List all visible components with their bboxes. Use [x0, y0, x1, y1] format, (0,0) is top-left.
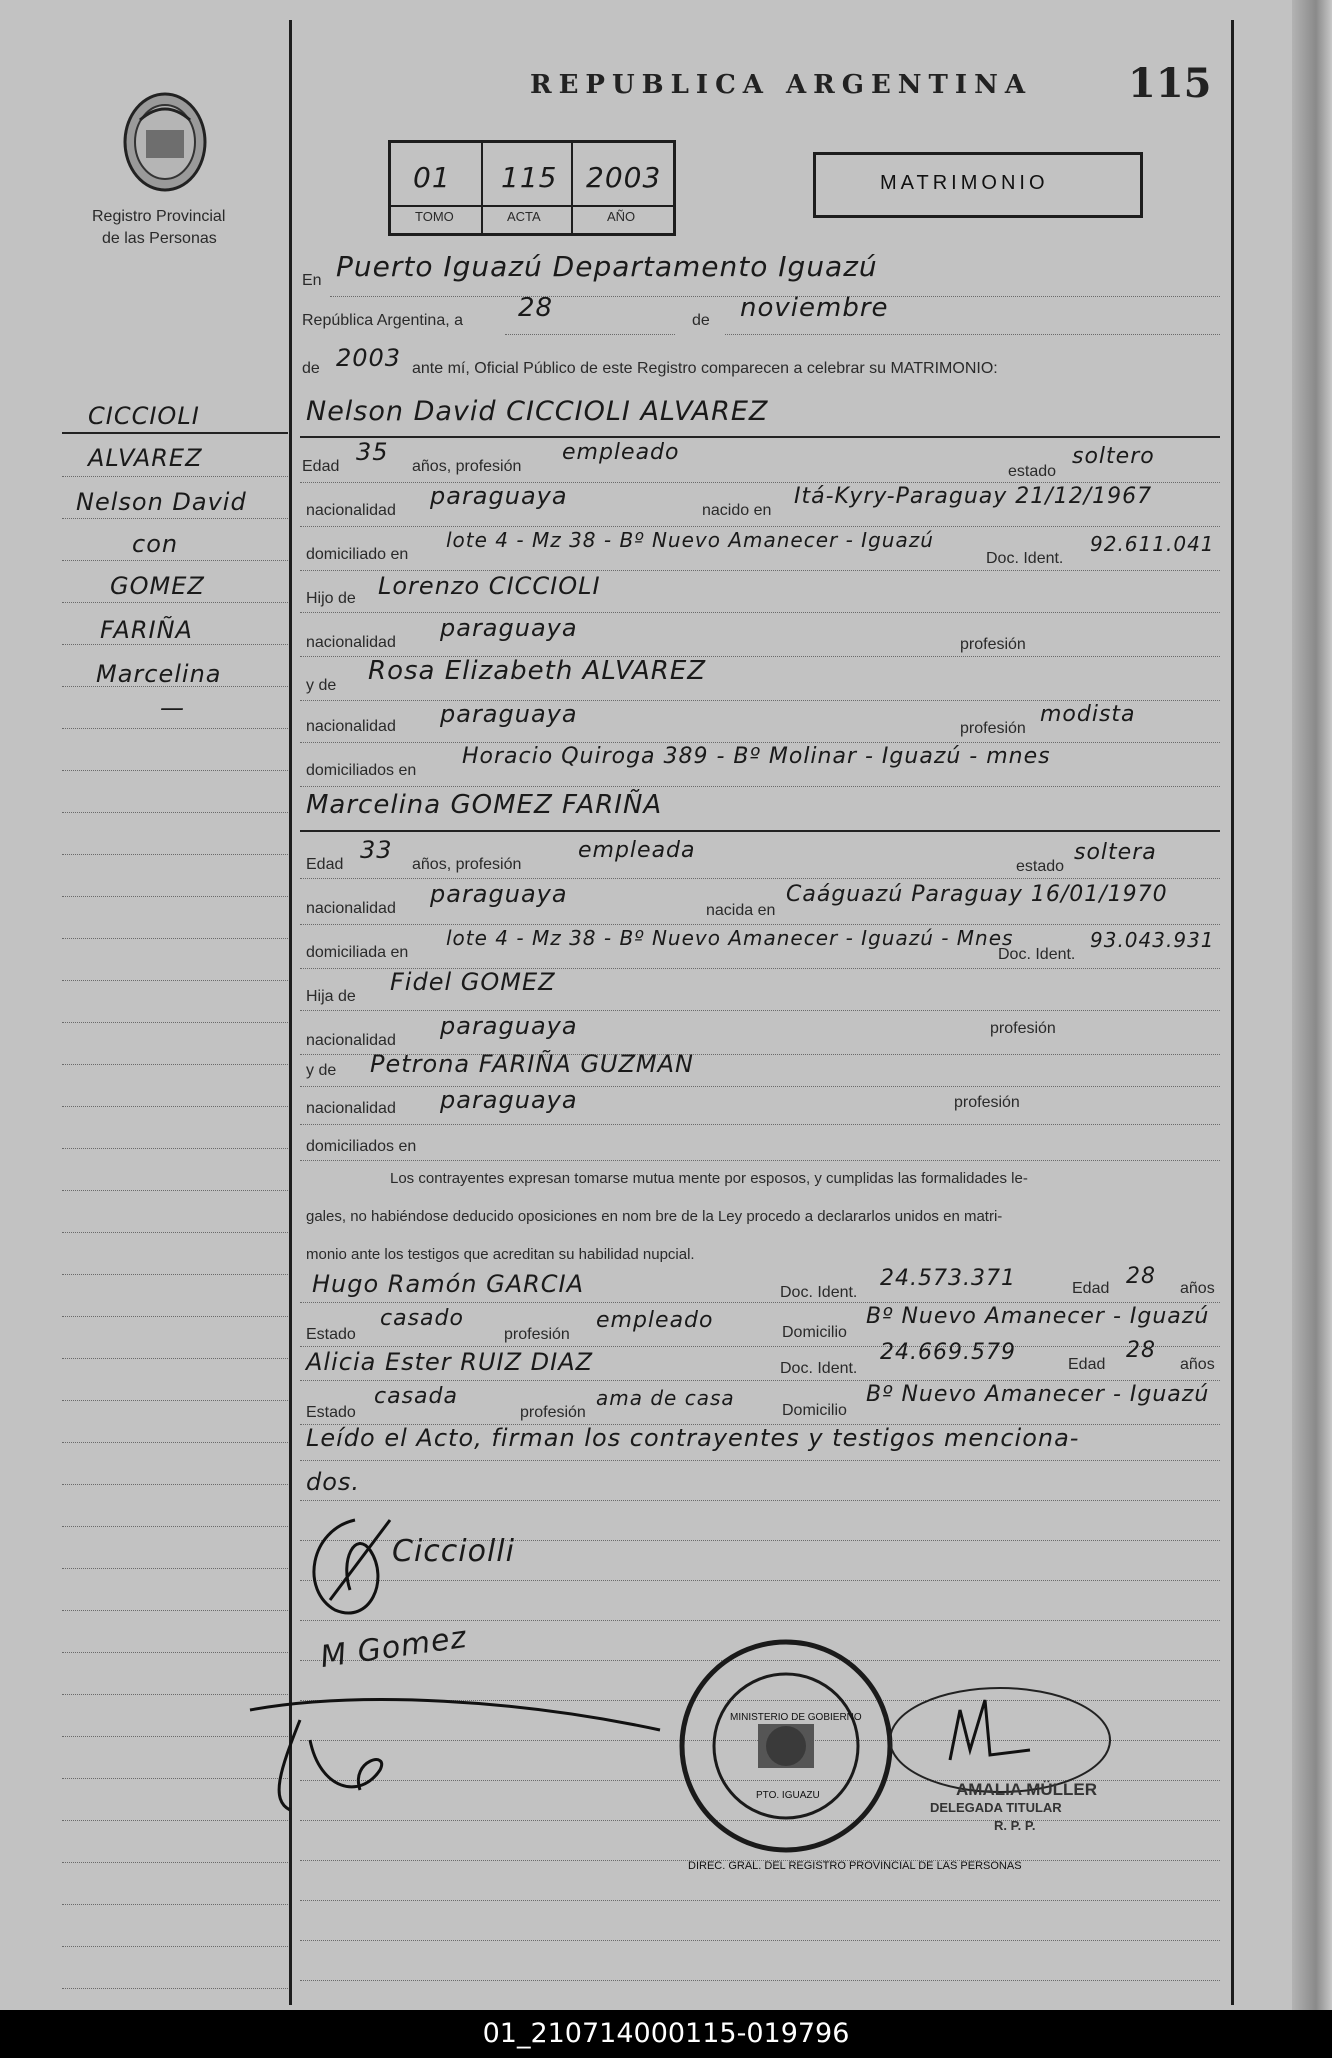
- province-crest-icon: [120, 90, 210, 195]
- margin-rule: [62, 980, 288, 982]
- acta-value: 115: [501, 161, 558, 194]
- bride-father-prof-label: profesión: [990, 1020, 1056, 1037]
- registry-name-line1: Registro Provincial: [92, 208, 226, 225]
- tomo-label: TOMO: [415, 209, 454, 224]
- margin-given-name: Nelson David: [76, 488, 247, 516]
- country-title: REPUBLICA ARGENTINA: [530, 70, 1033, 100]
- bride-age: 33: [360, 836, 393, 864]
- bride-nac-label: nacionalidad: [306, 900, 396, 917]
- seal-inner-text: MINISTERIO DE GOBIERNO: [730, 1712, 862, 1723]
- groom-parents-dom-label: domiciliados en: [306, 762, 417, 779]
- bride-signature: M Gomez: [318, 1619, 470, 1676]
- place-value: Puerto Iguazú Departamento Iguazú: [336, 250, 878, 283]
- groom-nationality: paraguaya: [430, 482, 568, 510]
- groom-age: 35: [356, 438, 389, 466]
- registry-name-line2: de las Personas: [102, 230, 217, 247]
- groom-born-label: nacido en: [702, 502, 772, 519]
- margin-rule: [62, 938, 288, 940]
- witness2-doc-label: Doc. Ident.: [780, 1360, 858, 1377]
- bride-doc: 93.043.931: [1090, 928, 1215, 952]
- record-id-box: [388, 140, 676, 236]
- groom-estado: soltero: [1072, 444, 1155, 469]
- witness2-domicilio-label: Domicilio: [782, 1402, 847, 1419]
- margin-rule: [62, 1610, 288, 1612]
- body-rule: [300, 1980, 1220, 1982]
- groom-parents-address: Horacio Quiroga 389 - Bº Molinar - Iguazú - mnes: [462, 744, 1051, 769]
- closing-line-2: dos.: [306, 1468, 361, 1496]
- doc-type-box: [813, 152, 1143, 218]
- bride-estado: soltera: [1074, 840, 1157, 865]
- witness2-edad-label: Edad: [1068, 1356, 1106, 1373]
- bride-profession: empleada: [578, 838, 696, 863]
- margin-rule: [62, 1190, 288, 1192]
- bride-yde-label: y de: [306, 1062, 337, 1079]
- margin-rule: [62, 728, 288, 730]
- margin-con: con: [132, 530, 179, 558]
- groom-doc-label: Doc. Ident.: [986, 550, 1064, 567]
- groom-name: Nelson David CICCIOLI ALVAREZ: [306, 396, 769, 427]
- ano-label: AÑO: [607, 209, 636, 224]
- margin-rule: [62, 1526, 288, 1528]
- witness2-name: Alicia Ester RUIZ DIAZ: [306, 1348, 594, 1376]
- witness2-anos-label: años: [1180, 1356, 1215, 1373]
- witness1-doc-label: Doc. Ident.: [780, 1284, 858, 1301]
- acta-label: ACTA: [507, 209, 541, 224]
- de2-label: de: [302, 360, 320, 377]
- bride-name: Marcelina GOMEZ FARIÑA: [306, 790, 663, 820]
- margin-rule: [62, 518, 288, 520]
- witness2-estado-label: Estado: [306, 1404, 356, 1421]
- page-edge-shadow: [1292, 0, 1332, 2010]
- witness2-age: 28: [1126, 1338, 1156, 1363]
- margin-surname-1: CICCIOLI: [88, 402, 200, 430]
- declaration-line-1: Los contrayentes expresan tomarse mutua mente por esposos, y cumplidas las formalidades le-: [390, 1170, 1028, 1187]
- margin-solid-rule: [62, 432, 288, 434]
- margin-rule: [62, 1442, 288, 1444]
- closing-line-1: Leído el Acto, firman los contrayentes y testigos menciona-: [306, 1424, 1080, 1452]
- seal-city-text: PTO. IGUAZU: [756, 1790, 820, 1801]
- officer-title: DELEGADA TITULAR: [930, 1800, 1062, 1815]
- witness1-prof-label: profesión: [504, 1326, 570, 1343]
- ano-value: 2003: [586, 161, 662, 194]
- bride-parents-dom-label: domiciliados en: [306, 1138, 417, 1155]
- bride-father-nationality: paraguaya: [440, 1012, 578, 1040]
- witness2-prof-label: profesión: [520, 1404, 586, 1421]
- declaration-line-2: gales, no habiéndose deducido oposiciones en nom bre de la Ley procedo a declararlos unidos en matri-: [306, 1208, 1003, 1225]
- bride-birth: Caáguazú Paraguay 16/01/1970: [786, 882, 1168, 907]
- margin-rule: [62, 1820, 288, 1822]
- bride-father-nac-label: nacionalidad: [306, 1032, 396, 1049]
- margin-bride-surname-1: GOMEZ: [110, 572, 205, 600]
- bride-mother: Petrona FARIÑA GUZMAN: [370, 1050, 694, 1078]
- groom-edad-label: Edad: [302, 458, 340, 475]
- margin-rule: [62, 1358, 288, 1360]
- margin-rule: [62, 1862, 288, 1864]
- margin-rule: [62, 686, 288, 688]
- groom-mother-nationality: paraguaya: [440, 700, 578, 728]
- en-label: En: [302, 272, 322, 289]
- republica-label: República Argentina, a: [302, 312, 463, 329]
- statement-text: ante mí, Oficial Público de este Registro comparecen a celebrar su MATRIMONIO:: [412, 360, 998, 377]
- bride-father: Fidel GOMEZ: [390, 968, 556, 996]
- officer-office: R. P. P.: [994, 1818, 1036, 1833]
- groom-birth: Itá-Kyry-Paraguay 21/12/1967: [794, 484, 1153, 509]
- margin-dash: —: [160, 694, 185, 722]
- groom-dom-label: domiciliado en: [306, 546, 409, 563]
- tomo-value: 01: [413, 161, 451, 194]
- margin-bride-given: Marcelina: [96, 660, 222, 688]
- witness1-anos-label: años: [1180, 1280, 1215, 1297]
- groom-mother-profession: modista: [1040, 702, 1136, 727]
- witness1-doc: 24.573.371: [880, 1266, 1016, 1291]
- body-rule: [300, 1900, 1220, 1902]
- witness1-name: Hugo Ramón GARCIA: [312, 1270, 585, 1298]
- groom-mother: Rosa Elizabeth ALVAREZ: [368, 656, 707, 686]
- groom-father-prof-label: profesión: [960, 636, 1026, 653]
- declaration-line-3: monio ante los testigos que acreditan su habilidad nupcial.: [306, 1246, 695, 1263]
- de-label: de: [692, 312, 710, 329]
- margin-bride-surname-2: FARIÑA: [100, 616, 193, 644]
- margin-surname-2: ALVAREZ: [88, 444, 203, 472]
- groom-father-nac-label: nacionalidad: [306, 634, 396, 651]
- groom-father-nationality: paraguaya: [440, 614, 578, 642]
- margin-rule: [62, 476, 288, 478]
- witness1-age: 28: [1126, 1264, 1156, 1289]
- month-value: noviembre: [740, 293, 889, 323]
- margin-rule: [62, 1148, 288, 1150]
- bride-mother-nac-label: nacionalidad: [306, 1100, 396, 1117]
- margin-rule: [62, 812, 288, 814]
- margin-rule: [62, 1232, 288, 1234]
- groom-address: lote 4 - Mz 38 - Bº Nuevo Amanecer - Iguazú: [446, 528, 934, 552]
- margin-rule: [62, 1568, 288, 1570]
- bride-born-label: nacida en: [706, 902, 776, 919]
- margin-rule: [62, 1904, 288, 1906]
- right-margin-border: [1231, 20, 1234, 2005]
- body-rule: [300, 1940, 1220, 1942]
- official-seal-icon: [676, 1636, 896, 1856]
- doc-type-label: MATRIMONIO: [880, 172, 1049, 194]
- margin-rule: [62, 1274, 288, 1276]
- witness1-domicilio-label: Domicilio: [782, 1324, 847, 1341]
- witness1-estado: casado: [380, 1306, 464, 1331]
- margin-rule: [62, 1022, 288, 1024]
- witness1-domicile: Bº Nuevo Amanecer - Iguazú: [866, 1304, 1210, 1329]
- groom-mother-prof-label: profesión: [960, 720, 1026, 737]
- witness2-profession: ama de casa: [596, 1386, 735, 1410]
- margin-rule: [62, 644, 288, 646]
- margin-rule: [62, 1064, 288, 1066]
- bride-hija-label: Hija de: [306, 988, 356, 1005]
- margin-rule: [62, 1652, 288, 1654]
- seal-outer-text: DIREC. GRAL. DEL REGISTRO PROVINCIAL DE LAS PERSONAS: [688, 1860, 1022, 1872]
- groom-father: Lorenzo CICCIOLI: [378, 572, 601, 600]
- image-id-footer: 01_210714000115-019796: [0, 2010, 1332, 2058]
- groom-hijo-label: Hijo de: [306, 590, 356, 607]
- groom-signature: Cicciolli: [392, 1534, 515, 1569]
- witness1-estado-label: Estado: [306, 1326, 356, 1343]
- margin-rule: [62, 770, 288, 772]
- groom-mother-nac-label: nacionalidad: [306, 718, 396, 735]
- groom-prof-label: años, profesión: [412, 458, 522, 475]
- margin-rule: [62, 896, 288, 898]
- bride-doc-label: Doc. Ident.: [998, 946, 1076, 963]
- bride-nationality: paraguaya: [430, 880, 568, 908]
- day-value: 28: [518, 293, 554, 323]
- groom-estado-label: estado: [1008, 463, 1057, 480]
- witness2-doc: 24.669.579: [880, 1340, 1016, 1365]
- witness1-edad-label: Edad: [1072, 1280, 1110, 1297]
- page-number: 115: [1128, 60, 1212, 107]
- groom-nac-label: nacionalidad: [306, 502, 396, 519]
- witness1-profession: empleado: [596, 1308, 714, 1333]
- bride-edad-label: Edad: [306, 856, 344, 873]
- bride-address: lote 4 - Mz 38 - Bº Nuevo Amanecer - Iguazú - Mnes: [446, 926, 1014, 950]
- groom-profession: empleado: [562, 440, 680, 465]
- margin-rule: [62, 1988, 288, 1990]
- bride-dom-label: domiciliada en: [306, 944, 409, 961]
- bride-mother-prof-label: profesión: [954, 1094, 1020, 1111]
- witness2-estado: casada: [374, 1384, 458, 1409]
- bride-prof-label: años, profesión: [412, 856, 522, 873]
- margin-rule: [62, 854, 288, 856]
- bride-estado-label: estado: [1016, 858, 1065, 875]
- bride-mother-nationality: paraguaya: [440, 1086, 578, 1114]
- margin-rule: [62, 1106, 288, 1108]
- witness-signatures-graphic: [240, 1690, 670, 1820]
- margin-rule: [62, 1946, 288, 1948]
- margin-rule: [62, 1484, 288, 1486]
- margin-rule: [62, 560, 288, 562]
- officer-name: AMALIA MÜLLER: [956, 1780, 1098, 1799]
- margin-rule: [62, 602, 288, 604]
- year-value: 2003: [336, 344, 402, 372]
- margin-rule: [62, 1316, 288, 1318]
- margin-rule: [62, 1400, 288, 1402]
- groom-yde-label: y de: [306, 677, 337, 694]
- groom-doc: 92.611.041: [1090, 532, 1215, 556]
- witness2-domicile: Bº Nuevo Amanecer - Iguazú: [866, 1382, 1210, 1407]
